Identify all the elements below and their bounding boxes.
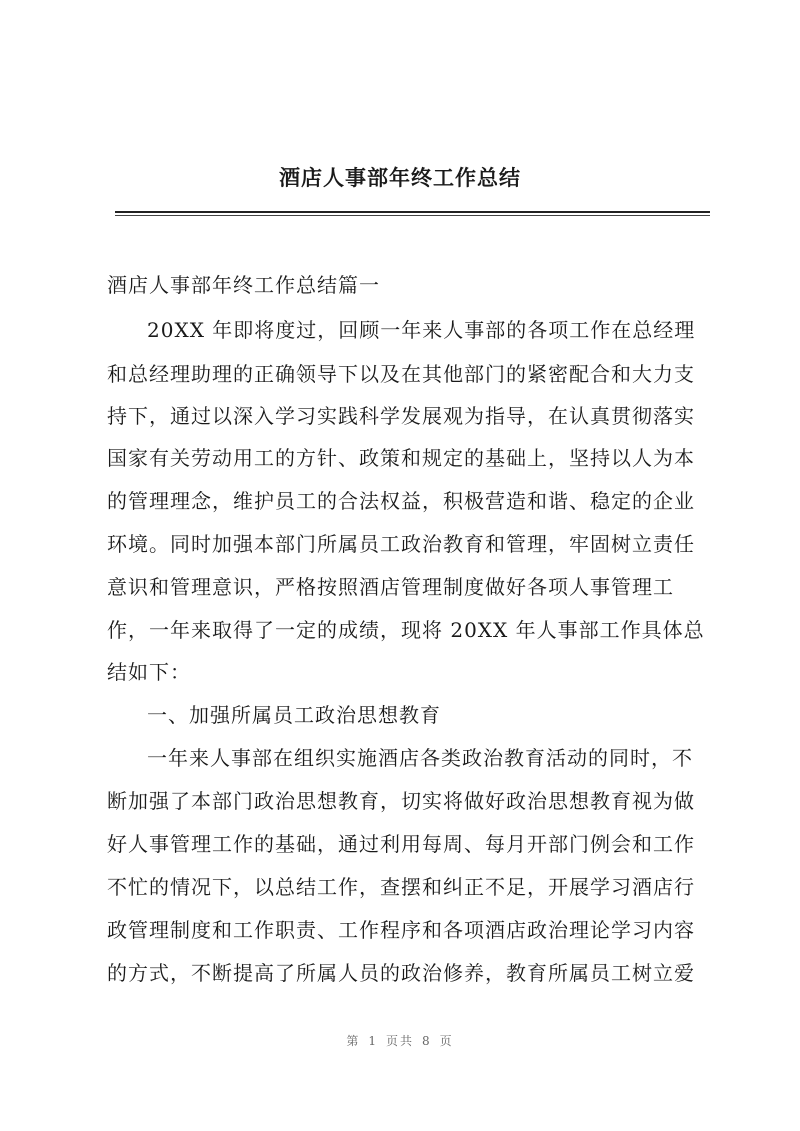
- paragraph-line: 持下，通过以深入学习实践科学发展观为指导，在认真贯彻落实: [107, 404, 695, 428]
- paragraph-line: 的方式，不断提高了所属人员的政治修养，教育所属员工树立爱: [107, 961, 695, 985]
- title-divider-thick: [115, 211, 710, 213]
- footer-prefix: 第: [346, 1034, 361, 1048]
- paragraph-line: 的管理理念，维护员工的合法权益，积极营造和谐、稳定的企业: [107, 489, 695, 513]
- footer-total-pages: 8: [422, 1034, 432, 1048]
- section-heading: 酒店人事部年终工作总结篇一: [107, 273, 380, 297]
- paragraph-line: 环境。同时加强本部门所属员工政治教育和管理，牢固树立责任: [107, 532, 695, 556]
- footer-page-number: 1: [368, 1034, 378, 1048]
- paragraph-line: 政管理制度和工作职责、工作程序和各项酒店政治理论学习内容: [107, 918, 695, 942]
- footer-middle: 页共: [385, 1034, 414, 1048]
- paragraph-line: 意识和管理意识，严格按照酒店管理制度做好各项人事管理工: [107, 575, 674, 599]
- paragraph-line: 一年来人事部在组织实施酒店各类政治教育活动的同时，不: [147, 746, 693, 770]
- paragraph-line: 结如下：: [107, 660, 191, 684]
- paragraph-line: 国家有关劳动用工的方针、政策和规定的基础上，坚持以人为本: [107, 446, 695, 470]
- paragraph-line: 不忙的情况下，以总结工作，查摆和纠正不足，开展学习酒店行: [107, 875, 695, 899]
- title-divider-thin: [115, 215, 710, 216]
- document-title: 酒店人事部年终工作总结: [279, 165, 521, 190]
- paragraph-line: 20XX 年即将度过，回顾一年来人事部的各项工作在总经理: [147, 318, 696, 342]
- subheading: 一、加强所属员工政治思想教育: [147, 703, 441, 727]
- footer-suffix: 页: [439, 1034, 454, 1048]
- paragraph-line: 断加强了本部门政治思想教育，切实将做好政治思想教育视为做: [107, 789, 695, 813]
- paragraph-line: 作，一年来取得了一定的成绩，现将 20XX 年人事部工作具体总: [107, 618, 705, 642]
- paragraph-line: 和总经理助理的正确领导下以及在其他部门的紧密配合和大力支: [107, 362, 695, 386]
- page-footer: [0, 1032, 800, 1049]
- paragraph-line: 好人事管理工作的基础，通过利用每周、每月开部门例会和工作: [107, 832, 695, 856]
